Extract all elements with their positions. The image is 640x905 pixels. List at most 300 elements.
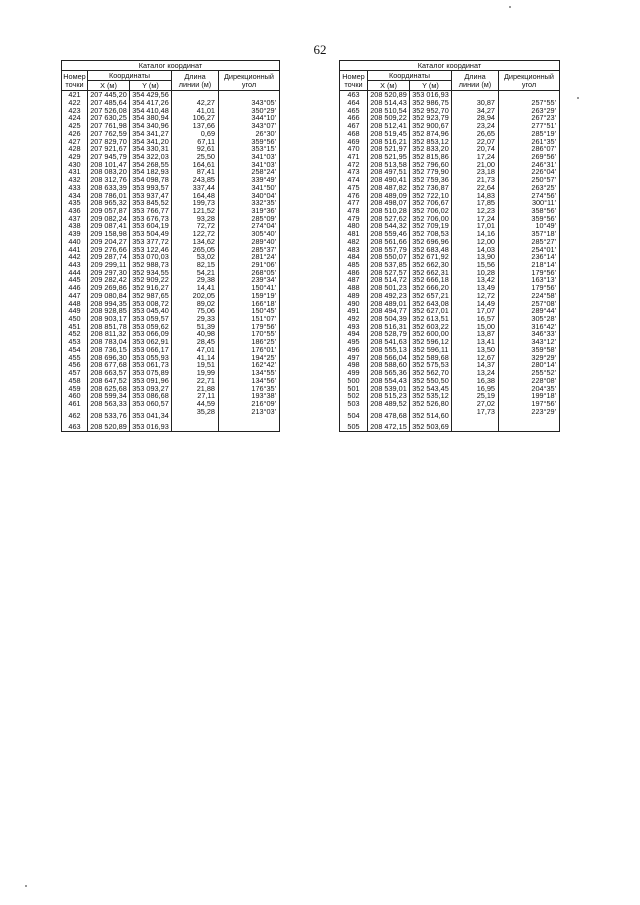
direction-angle: 358°56' [499, 207, 560, 215]
point-number: 460 [62, 392, 88, 400]
x-coordinate: 208 539,01 [368, 384, 410, 392]
line-length: 41,14 [172, 353, 219, 361]
line-length: 15,00 [452, 323, 499, 331]
point-number: 469 [340, 137, 368, 145]
direction-angle: 305°40' [219, 230, 280, 238]
y-coordinate: 352 683,48 [410, 245, 452, 253]
y-coordinate: 352 543,45 [410, 384, 452, 392]
empty-cell [499, 415, 560, 423]
y-coordinate: 353 041,34 [130, 407, 172, 422]
direction-angle: 350°29' [219, 106, 280, 114]
point-number: 430 [62, 160, 88, 168]
line-length: 14,41 [172, 284, 219, 292]
line-length: 28,94 [452, 114, 499, 122]
direction-angle: 159°19' [219, 292, 280, 300]
line-length: 17,24 [452, 153, 499, 161]
line-length: 14,16 [452, 230, 499, 238]
x-coordinate: 209 087,41 [88, 222, 130, 230]
direction-angle: 341°03' [219, 160, 280, 168]
direction-angle: 194°25' [219, 353, 280, 361]
direction-angle: 176°35' [219, 384, 280, 392]
empty-cell [499, 423, 560, 431]
direction-angle: 305°28' [499, 315, 560, 323]
y-header: Y (м) [410, 81, 452, 91]
point-number: 448 [62, 299, 88, 307]
table-body [62, 91, 280, 432]
direction-angle: 162°42' [219, 361, 280, 369]
y-coordinate: 352 779,90 [410, 168, 452, 176]
y-coordinate: 352 535,12 [410, 392, 452, 400]
direction-angle: 193°38' [219, 392, 280, 400]
direction-angle: 257°08' [499, 299, 560, 307]
direction-angle: 257°55' [499, 99, 560, 107]
line-length: 17,73 [452, 407, 499, 415]
direction-angle: 285°27' [499, 238, 560, 246]
point-number: 463 [62, 423, 88, 431]
direction-angle: 300°11' [499, 199, 560, 207]
x-coordinate: 207 761,98 [88, 122, 130, 130]
point-number: 442 [62, 253, 88, 261]
x-coordinate: 208 519,45 [368, 130, 410, 138]
line-length: 42,27 [172, 99, 219, 107]
x-coordinate: 208 489,52 [368, 400, 410, 408]
point-number: 477 [340, 199, 368, 207]
y-coordinate: 353 070,03 [130, 253, 172, 261]
x-coordinate: 209 080,84 [88, 292, 130, 300]
x-coordinate: 208 472,15 [368, 423, 410, 431]
y-coordinate: 352 603,22 [410, 323, 452, 331]
line-length: 199,73 [172, 199, 219, 207]
y-coordinate: 354 330,31 [130, 145, 172, 153]
point-number: 466 [340, 114, 368, 122]
direction-angle: 329°29' [499, 353, 560, 361]
point-number: 500 [340, 377, 368, 385]
x-coordinate: 207 762,59 [88, 130, 130, 138]
y-coordinate: 352 657,21 [410, 292, 452, 300]
x-coordinate: 209 082,24 [88, 215, 130, 223]
direction-angle: 218°14' [499, 261, 560, 269]
point-number: 463 [340, 91, 368, 99]
y-coordinate: 352 662,30 [410, 261, 452, 269]
x-header: X (м) [368, 81, 410, 91]
point-number: 429 [62, 153, 88, 161]
y-coordinate: 353 676,73 [130, 215, 172, 223]
direction-angle: 340°04' [219, 191, 280, 199]
line-length: 25,19 [452, 392, 499, 400]
y-coordinate: 352 627,01 [410, 307, 452, 315]
y-coordinate: 352 874,96 [410, 130, 452, 138]
empty-cell [219, 415, 280, 423]
line-length: 29,38 [172, 276, 219, 284]
y-coordinate: 352 736,87 [410, 184, 452, 192]
x-coordinate: 208 515,23 [368, 392, 410, 400]
y-coordinate: 352 709,19 [410, 222, 452, 230]
x-coordinate: 207 829,70 [88, 137, 130, 145]
line-length: 14,49 [452, 299, 499, 307]
scan-speck [577, 97, 579, 99]
point-number: 487 [340, 276, 368, 284]
direction-angle: 269°56' [499, 153, 560, 161]
y-coordinate: 352 815,86 [410, 153, 452, 161]
line-length: 19,51 [172, 361, 219, 369]
line-length: 41,01 [172, 106, 219, 114]
point-number: 461 [62, 400, 88, 408]
line-length: 16,57 [452, 315, 499, 323]
y-coordinate: 353 066,09 [130, 330, 172, 338]
direction-angle: 166°18' [219, 299, 280, 307]
point-number: 439 [62, 230, 88, 238]
line-length: 17,85 [452, 199, 499, 207]
point-number: 433 [62, 184, 88, 192]
point-number: 496 [340, 346, 368, 354]
y-coordinate: 352 503,69 [410, 423, 452, 431]
x-coordinate: 208 786,01 [88, 191, 130, 199]
line-length: 337,44 [172, 184, 219, 192]
half-row [340, 91, 560, 99]
point-number: 462 [62, 407, 88, 422]
point-number: 501 [340, 384, 368, 392]
y-coordinate: 353 122,46 [130, 245, 172, 253]
point-number: 431 [62, 168, 88, 176]
point-number: 489 [340, 292, 368, 300]
direction-angle: 285°19' [499, 130, 560, 138]
line-length: 22,71 [172, 377, 219, 385]
x-coordinate: 209 057,87 [88, 207, 130, 215]
direction-angle: 286°07' [499, 145, 560, 153]
half-row [340, 423, 560, 431]
catalog-title: Каталог координат [340, 61, 560, 71]
point-number: 504 [340, 407, 368, 422]
point-number: 441 [62, 245, 88, 253]
y-coordinate: 354 340,96 [130, 122, 172, 130]
direction-angle: 277°51' [499, 122, 560, 130]
x-coordinate: 208 494,77 [368, 307, 410, 315]
empty-cell [452, 423, 499, 431]
x-coordinate: 208 478,68 [368, 407, 410, 422]
direction-angle: 332°35' [219, 199, 280, 207]
direction-angle: 10°49' [499, 222, 560, 230]
direction-angle: 343°07' [219, 122, 280, 130]
point-number: 505 [340, 423, 368, 431]
direction-angle: 274°56' [499, 191, 560, 199]
x-coordinate: 209 287,74 [88, 253, 130, 261]
point-number: 470 [340, 145, 368, 153]
direction-angle: 223°29' [499, 407, 560, 415]
line-length: 22,07 [452, 137, 499, 145]
line-length: 17,07 [452, 307, 499, 315]
point-number: 494 [340, 330, 368, 338]
line-length: 93,28 [172, 215, 219, 223]
direction-angle: 343°12' [499, 338, 560, 346]
line-length: 15,56 [452, 261, 499, 269]
direction-angle: 26°30' [219, 130, 280, 138]
line-length: 20,74 [452, 145, 499, 153]
direction-angle: 204°35' [499, 384, 560, 392]
direction-angle: 226°04' [499, 168, 560, 176]
direction-angle: 267°23' [499, 114, 560, 122]
y-coordinate: 353 016,93 [130, 423, 172, 431]
y-coordinate: 353 066,17 [130, 346, 172, 354]
y-coordinate: 353 059,62 [130, 323, 172, 331]
line-length: 16,38 [452, 377, 499, 385]
empty-cell [219, 91, 280, 99]
line-length: 137,66 [172, 122, 219, 130]
y-coordinate: 352 934,55 [130, 269, 172, 277]
line-length: 12,00 [452, 238, 499, 246]
line-length: 27,11 [172, 392, 219, 400]
direction-angle: 239°34' [219, 276, 280, 284]
y-coordinate: 352 613,51 [410, 315, 452, 323]
line-length: 10,28 [452, 269, 499, 277]
line-length: 13,50 [452, 346, 499, 354]
y-coordinate: 352 596,12 [410, 338, 452, 346]
direction-angle: 179°56' [499, 284, 560, 292]
y-coordinate: 352 550,50 [410, 377, 452, 385]
y-coordinate: 352 526,80 [410, 400, 452, 408]
y-coordinate: 353 045,40 [130, 307, 172, 315]
point-number: 480 [340, 222, 368, 230]
point-number: 484 [340, 253, 368, 261]
y-coordinate: 352 666,18 [410, 276, 452, 284]
x-coordinate: 208 514,43 [368, 99, 410, 107]
point-number: 503 [340, 400, 368, 408]
direction-angle: 246°31' [499, 160, 560, 168]
direction-angle: 216°09' [219, 400, 280, 408]
y-coordinate: 352 853,12 [410, 137, 452, 145]
y-coordinate: 353 086,68 [130, 392, 172, 400]
catalog-title: Каталог координат [62, 61, 280, 71]
x-coordinate: 208 965,32 [88, 199, 130, 207]
y-coordinate: 352 666,20 [410, 284, 452, 292]
direction-angle: 285°09' [219, 215, 280, 223]
y-coordinate: 353 377,72 [130, 238, 172, 246]
direction-angle: 258°24' [219, 168, 280, 176]
y-coordinate: 353 604,19 [130, 222, 172, 230]
y-coordinate: 352 796,60 [410, 160, 452, 168]
x-coordinate: 208 516,31 [368, 323, 410, 331]
line-length: 92,61 [172, 145, 219, 153]
direction-angle: 281°24' [219, 253, 280, 261]
line-length: 12,23 [452, 207, 499, 215]
direction-angle: 170°55' [219, 330, 280, 338]
y-coordinate: 353 008,72 [130, 299, 172, 307]
direction-angle: 359°56' [499, 215, 560, 223]
direction-angle: 254°01' [499, 245, 560, 253]
point-number: 447 [62, 292, 88, 300]
direction-angle: 150°41' [219, 284, 280, 292]
direction-angle: 339°49' [219, 176, 280, 184]
line-length: 12,72 [452, 292, 499, 300]
line-length: 12,67 [452, 353, 499, 361]
line-length: 82,15 [172, 261, 219, 269]
point-number: 423 [62, 106, 88, 114]
y-coordinate: 353 055,93 [130, 353, 172, 361]
line-length: 21,73 [452, 176, 499, 184]
direction-angle: 291°06' [219, 261, 280, 269]
direction-angle: 280°14' [499, 361, 560, 369]
point-number: 476 [340, 191, 368, 199]
point-number: 492 [340, 315, 368, 323]
y-coordinate: 354 268,55 [130, 160, 172, 168]
direction-angle: 134°55' [219, 369, 280, 377]
line-length: 164,48 [172, 191, 219, 199]
direction-angle: 236°14' [499, 253, 560, 261]
x-coordinate: 207 526,08 [88, 106, 130, 114]
scan-speck [509, 6, 511, 8]
line-length: 16,95 [452, 384, 499, 392]
line-length: 14,37 [452, 361, 499, 369]
x-coordinate: 208 625,68 [88, 384, 130, 392]
x-coordinate: 208 736,15 [88, 346, 130, 354]
y-coordinate: 353 062,91 [130, 338, 172, 346]
line-length: 72,72 [172, 222, 219, 230]
x-coordinate: 208 559,46 [368, 230, 410, 238]
y-coordinate: 354 182,93 [130, 168, 172, 176]
x-coordinate: 208 851,78 [88, 323, 130, 331]
point-number: 488 [340, 284, 368, 292]
point-number: 486 [340, 269, 368, 277]
coordinates-header: Координаты [88, 71, 172, 81]
line-length: 13,90 [452, 253, 499, 261]
x-coordinate: 208 557,79 [368, 245, 410, 253]
line-length: 13,49 [452, 284, 499, 292]
direction-angle: 341°50' [219, 184, 280, 192]
line-length: 23,18 [452, 168, 499, 176]
point-number: 497 [340, 353, 368, 361]
y-coordinate: 352 708,53 [410, 230, 452, 238]
point-number: 451 [62, 323, 88, 331]
line-length: 202,05 [172, 292, 219, 300]
y-coordinate: 352 833,20 [410, 145, 452, 153]
x-coordinate: 208 489,01 [368, 299, 410, 307]
point-number: 478 [340, 207, 368, 215]
y-coordinate: 352 706,00 [410, 215, 452, 223]
direction-angle: 176°01' [219, 346, 280, 354]
line-length: 164,61 [172, 160, 219, 168]
line-length: 13,87 [452, 330, 499, 338]
x-coordinate: 208 928,85 [88, 307, 130, 315]
point-number: 425 [62, 122, 88, 130]
y-coordinate: 352 596,11 [410, 346, 452, 354]
point-number: 479 [340, 215, 368, 223]
y-coordinate: 352 759,36 [410, 176, 452, 184]
y-coordinate: 354 322,03 [130, 153, 172, 161]
point-number: 452 [62, 330, 88, 338]
direction-angle: 359°56' [219, 137, 280, 145]
line-length: 21,00 [452, 160, 499, 168]
page-number: 62 [313, 42, 327, 57]
point-number: 422 [62, 99, 88, 107]
direction-angle: 179°56' [219, 323, 280, 331]
line-length: 13,24 [452, 369, 499, 377]
y-coordinate: 353 060,57 [130, 400, 172, 408]
x-coordinate: 208 501,23 [368, 284, 410, 292]
x-coordinate: 208 512,41 [368, 122, 410, 130]
x-coordinate: 209 269,86 [88, 284, 130, 292]
line-length: 30,87 [452, 99, 499, 107]
point-number: 457 [62, 369, 88, 377]
point-number: 428 [62, 145, 88, 153]
x-coordinate: 208 544,32 [368, 222, 410, 230]
y-coordinate: 353 766,77 [130, 207, 172, 215]
line-length: 14,83 [452, 191, 499, 199]
scan-speck [25, 885, 27, 887]
point-number: 498 [340, 361, 368, 369]
direction-angle: 197°56' [499, 400, 560, 408]
direction-angle: 150°45' [219, 307, 280, 315]
point-number: 475 [340, 184, 368, 192]
direction-angle: 224°58' [499, 292, 560, 300]
line-length: 54,21 [172, 269, 219, 277]
direction-angle: 261°35' [499, 137, 560, 145]
direction-angle: 151°07' [219, 315, 280, 323]
line-length: 53,02 [172, 253, 219, 261]
line-length: 25,50 [172, 153, 219, 161]
line-length: 13,41 [452, 338, 499, 346]
line-length: 26,65 [452, 130, 499, 138]
x-coordinate: 209 158,98 [88, 230, 130, 238]
line-length: 89,02 [172, 299, 219, 307]
line-length: 17,01 [452, 222, 499, 230]
x-coordinate: 208 528,79 [368, 330, 410, 338]
line-length: 67,11 [172, 137, 219, 145]
y-coordinate: 352 722,10 [410, 191, 452, 199]
x-coordinate: 208 312,76 [88, 176, 130, 184]
y-coordinate: 354 380,94 [130, 114, 172, 122]
point-number: 445 [62, 276, 88, 284]
line-length: 243,85 [172, 176, 219, 184]
y-coordinate: 352 514,60 [410, 407, 452, 422]
half-row [62, 423, 280, 431]
x-coordinate: 208 514,72 [368, 276, 410, 284]
x-coordinate: 208 633,39 [88, 184, 130, 192]
length-header: Длина линии (м) [452, 71, 499, 91]
x-coordinate: 209 204,27 [88, 238, 130, 246]
point-number: 453 [62, 338, 88, 346]
x-coordinate: 208 554,43 [368, 377, 410, 385]
y-header: Y (м) [130, 81, 172, 91]
direction-angle: 319°36' [219, 207, 280, 215]
x-coordinate: 208 489,09 [368, 191, 410, 199]
point-number: 446 [62, 284, 88, 292]
point-number: 434 [62, 191, 88, 199]
y-coordinate: 353 075,89 [130, 369, 172, 377]
x-header: X (м) [88, 81, 130, 91]
point-number-header: Номер точки [63, 72, 86, 89]
y-coordinate: 354 410,48 [130, 106, 172, 114]
direction-angle: 179°56' [499, 269, 560, 277]
half-row [62, 91, 280, 99]
y-coordinate: 352 643,08 [410, 299, 452, 307]
line-length: 40,98 [172, 330, 219, 338]
x-coordinate: 208 490,41 [368, 176, 410, 184]
point-number: 467 [340, 122, 368, 130]
y-coordinate: 354 341,27 [130, 130, 172, 138]
point-number: 502 [340, 392, 368, 400]
x-coordinate: 208 550,07 [368, 253, 410, 261]
direction-angle: 213°03' [219, 407, 280, 415]
y-coordinate: 353 993,57 [130, 184, 172, 192]
y-coordinate: 352 575,53 [410, 361, 452, 369]
y-coordinate: 352 671,92 [410, 253, 452, 261]
x-coordinate: 208 588,60 [368, 361, 410, 369]
y-coordinate: 352 952,70 [410, 106, 452, 114]
direction-angle: 285°37' [219, 245, 280, 253]
direction-angle: 343°05' [219, 99, 280, 107]
x-coordinate: 209 297,30 [88, 269, 130, 277]
point-number: 437 [62, 215, 88, 223]
x-coordinate: 208 498,07 [368, 199, 410, 207]
